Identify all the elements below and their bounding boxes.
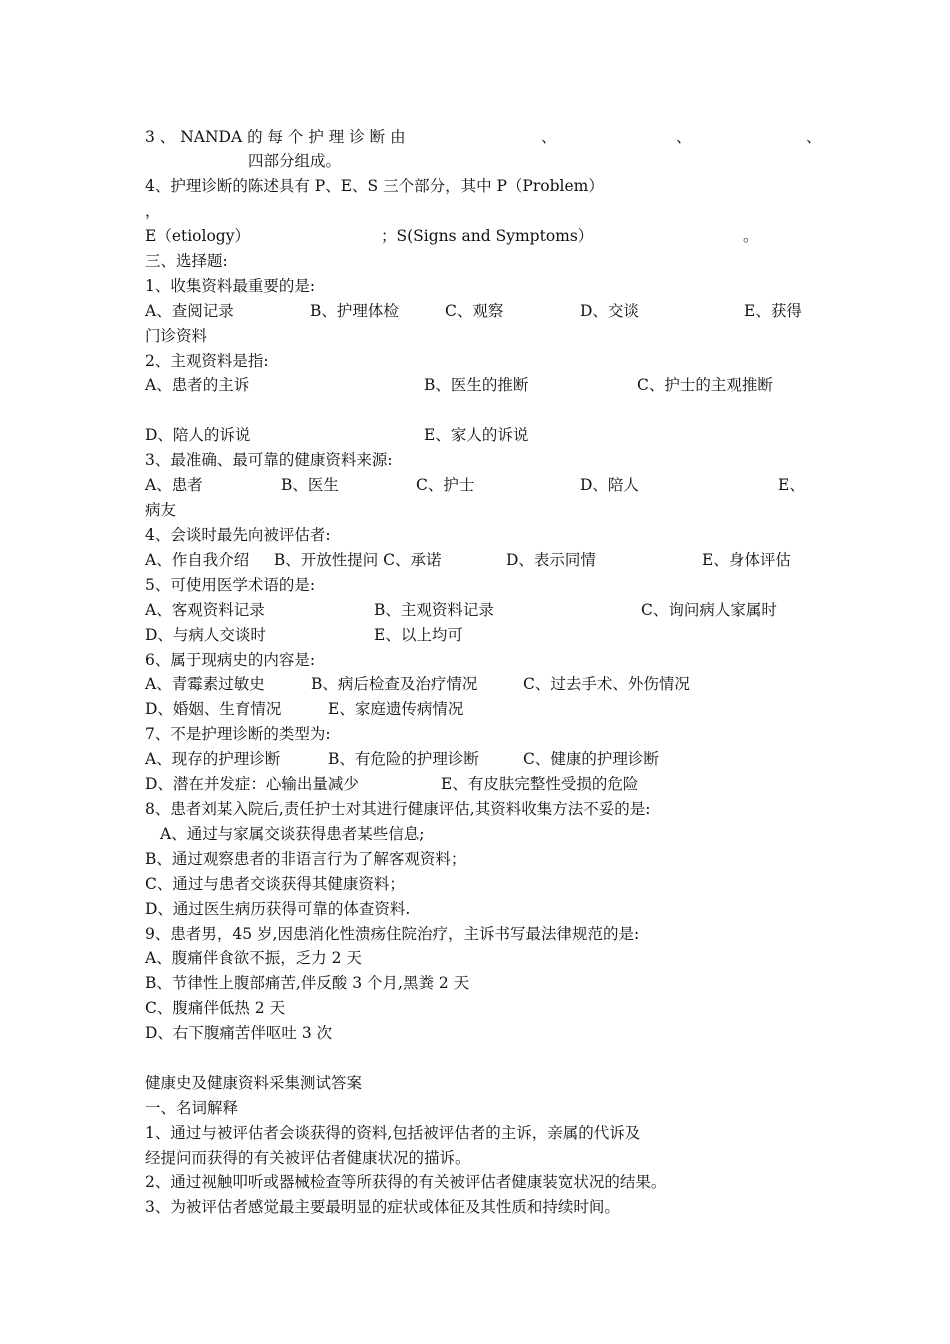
option-d: D、通过医生病历获得可靠的体查资料. xyxy=(145,900,411,918)
answer-item: 3、为被评估者感觉最主要最明显的症状或体征及其性质和持续时间。 xyxy=(145,1198,620,1216)
fill-q3-suffix: 四部分组成。 xyxy=(248,152,342,170)
answer-item: 2、通过视触叩听或器械检查等所获得的有关被评估者健康装宽状况的结果。 xyxy=(145,1173,667,1191)
option-d: D、婚姻、生育情况 xyxy=(145,700,282,718)
option-e: E、家人的诉说 xyxy=(424,426,529,444)
option-a: A、查阅记录 xyxy=(145,302,234,320)
section-title: 三、选择题: xyxy=(145,252,228,270)
option-e-continued: 门诊资料 xyxy=(145,327,208,345)
option-a: A、患者 xyxy=(145,476,203,494)
option-d: D、交谈 xyxy=(580,302,639,320)
option-a: A、患者的主诉 xyxy=(145,376,250,394)
option-c: C、护士 xyxy=(416,476,475,494)
question-stem: 3、最准确、最可靠的健康资料来源: xyxy=(145,451,393,469)
option-a: A、青霉素过敏史 xyxy=(145,675,265,693)
fill-q3-separator: 、 xyxy=(676,128,692,146)
option-c: C、观察 xyxy=(445,302,504,320)
fill-q4-end-mark: 。 xyxy=(743,227,759,245)
option-a: A、现存的护理诊断 xyxy=(145,750,281,768)
option-b: B、病后检查及治疗情况 xyxy=(311,675,478,693)
option-e: E、家庭遗传病情况 xyxy=(328,700,464,718)
fill-q4-line1: 4、护理诊断的陈述具有 P、E、S 三个部分，其中 P（Problem） xyxy=(145,177,604,195)
option-d: D、表示同情 xyxy=(506,551,596,569)
option-c: C、询问病人家属时 xyxy=(641,601,777,619)
fill-q3-separator: 、 xyxy=(806,128,822,146)
option-d: D、右下腹痛苦伴呕吐 3 次 xyxy=(145,1024,333,1042)
answers-title: 健康史及健康资料采集测试答案 xyxy=(145,1074,363,1092)
fill-q4-e-part: E（etiology） xyxy=(145,227,250,245)
option-c: C、腹痛伴低热 2 天 xyxy=(145,999,286,1017)
option-c: C、过去手术、外伤情况 xyxy=(523,675,690,693)
option-c: C、通过与患者交谈获得其健康资料； xyxy=(145,875,405,893)
option-b: B、医生 xyxy=(281,476,339,494)
option-d: D、陪人 xyxy=(580,476,639,494)
option-e: E、有皮肤完整性受损的危险 xyxy=(441,775,639,793)
question-stem: 6、属于现病史的内容是: xyxy=(145,651,316,669)
option-e-continued: 病友 xyxy=(145,501,177,519)
option-a: A、腹痛伴食欲不振，乏力 2 天 xyxy=(145,949,362,967)
fill-q4-line2: ， xyxy=(145,202,161,220)
option-e: E、获得 xyxy=(744,302,802,320)
option-e: E、 xyxy=(778,476,805,494)
answers-section-title: 一、名词解释 xyxy=(145,1099,239,1117)
question-stem: 5、可使用医学术语的是: xyxy=(145,576,316,594)
option-a-b-c: A、作自我介绍 B、开放性提问 C、承诺 xyxy=(145,551,442,569)
question-stem: 1、收集资料最重要的是: xyxy=(145,277,316,295)
option-b: B、主观资料记录 xyxy=(374,601,494,619)
option-d: D、潜在并发症：心输出量减少 xyxy=(145,775,359,793)
option-b: B、通过观察患者的非语言行为了解客观资料； xyxy=(145,850,467,868)
question-stem: 4、会谈时最先向被评估者: xyxy=(145,526,331,544)
option-b: B、有危险的护理诊断 xyxy=(328,750,479,768)
option-c: C、健康的护理诊断 xyxy=(523,750,659,768)
option-e: E、身体评估 xyxy=(702,551,791,569)
question-stem: 7、不是护理诊断的类型为: xyxy=(145,725,331,743)
answer-item: 1、通过与被评估者会谈获得的资料,包括被评估者的主诉，亲属的代诉及 xyxy=(145,1124,641,1142)
option-d: D、陪人的诉说 xyxy=(145,426,251,444)
option-a: A、通过与家属交谈获得患者某些信息; xyxy=(160,825,425,843)
fill-q3-prefix: 3 、 NANDA 的 每 个 护 理 诊 断 由 xyxy=(145,128,406,146)
question-stem: 2、主观资料是指: xyxy=(145,352,269,370)
option-b: B、护理体检 xyxy=(310,302,399,320)
fill-q4-s-part: ；S(Signs and Symptoms） xyxy=(381,227,594,245)
option-e: E、以上均可 xyxy=(374,626,463,644)
answer-item-continued: 经提问而获得的有关被评估者健康状况的描诉。 xyxy=(145,1149,471,1167)
option-c: C、护士的主观推断 xyxy=(637,376,773,394)
option-d: D、与病人交谈时 xyxy=(145,626,266,644)
fill-q3-separator: 、 xyxy=(541,128,557,146)
option-b: B、节律性上腹部痛苦,伴反酸 3 个月,黑粪 2 天 xyxy=(145,974,470,992)
question-stem: 9、患者男，45 岁,因患消化性溃疡住院治疗，主诉书写最法律规范的是: xyxy=(145,925,640,943)
option-a: A、客观资料记录 xyxy=(145,601,265,619)
question-stem: 8、患者刘某入院后,责任护士对其进行健康评估,其资料收集方法不妥的是: xyxy=(145,800,651,818)
option-b: B、医生的推断 xyxy=(424,376,529,394)
